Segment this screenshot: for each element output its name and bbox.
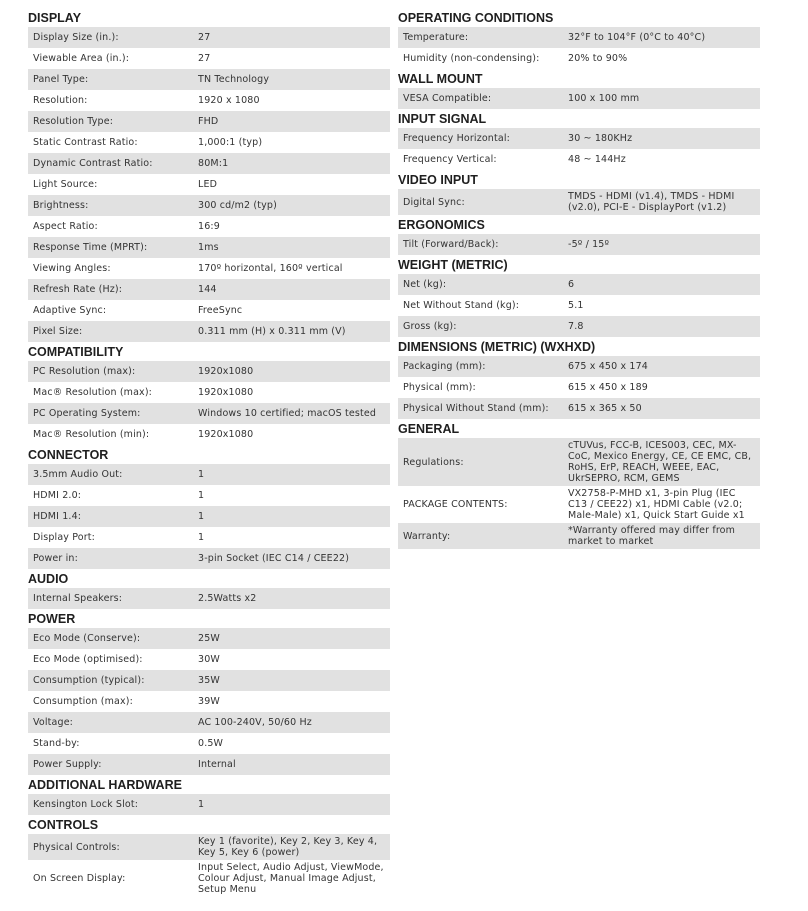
spec-label: Physical Controls:: [33, 841, 120, 853]
spec-value: 7.8: [568, 321, 584, 332]
spec-value: 1: [198, 511, 205, 522]
spec-value: 1: [198, 799, 205, 810]
spec-row: [398, 377, 760, 398]
spec-value: 1920x1080: [198, 366, 254, 377]
spec-section-compatibility: [28, 342, 390, 445]
spec-label: PC Resolution (max):: [33, 366, 136, 377]
spec-row: [398, 189, 760, 215]
spec-label: Viewable Area (in.):: [33, 53, 130, 64]
spec-section-ergonomics: [398, 215, 760, 255]
spec-label: Resolution:: [33, 95, 88, 106]
spec-label: Humidity (non-condensing):: [403, 53, 540, 64]
spec-label: Regulations:: [403, 456, 464, 468]
spec-value: 1920x1080: [198, 429, 254, 440]
spec-label: HDMI 1.4:: [33, 511, 82, 522]
spec-label: Brightness:: [33, 200, 89, 211]
spec-row: [28, 111, 390, 132]
spec-label: Pixel Size:: [33, 326, 83, 337]
spec-label: Mac® Resolution (max):: [33, 387, 153, 398]
spec-value: TN Technology: [198, 74, 270, 85]
spec-section-general: [398, 419, 760, 549]
spec-label: Response Time (MPRT):: [33, 242, 148, 253]
spec-row: [28, 834, 390, 860]
spec-row: [398, 48, 760, 69]
section-title: DIMENSIONS (METRIC) (WXHXD): [398, 340, 596, 354]
spec-value: Key 1 (favorite), Key 2, Key 3, Key 4, Key 5, Key 6 (power): [198, 836, 378, 858]
spec-value: 1920x1080: [198, 387, 254, 398]
section-title: POWER: [28, 612, 76, 626]
spec-row: [28, 361, 390, 382]
spec-label: Warranty:: [403, 530, 451, 542]
spec-label: Physical (mm):: [403, 382, 476, 393]
spec-label: VESA Compatible:: [403, 93, 492, 104]
spec-row: [28, 464, 390, 485]
spec-row: [28, 174, 390, 195]
spec-label: Viewing Angles:: [33, 263, 111, 274]
spec-row: [398, 398, 760, 419]
spec-value: TMDS - HDMI (v1.4), TMDS - HDMI (v2.0), PCI-E - DisplayPort (v1.2): [568, 191, 735, 213]
spec-row: [28, 506, 390, 527]
spec-value: Windows 10 certified; macOS tested: [198, 408, 376, 419]
spec-label: Kensington Lock Slot:: [33, 799, 139, 810]
spec-label: Aspect Ratio:: [33, 221, 98, 232]
spec-row: [28, 153, 390, 174]
spec-row: [28, 670, 390, 691]
spec-label: PACKAGE CONTENTS:: [403, 499, 508, 510]
spec-value: -5º / 15º: [568, 239, 610, 250]
spec-label: Internal Speakers:: [33, 593, 123, 604]
spec-row: [28, 132, 390, 153]
spec-row: [28, 527, 390, 548]
spec-value: 32°F to 104°F (0°C to 40°C): [568, 32, 706, 43]
spec-row: [28, 712, 390, 733]
spec-label: PC Operating System:: [33, 408, 141, 419]
spec-section-dimensions-metric-wxhxd: [398, 337, 760, 419]
right-spec-column: [398, 8, 760, 549]
spec-value: 615 x 450 x 189: [568, 382, 648, 393]
spec-value: 170º horizontal, 160º vertical: [198, 263, 343, 274]
spec-value: 48 ~ 144Hz: [568, 154, 626, 165]
section-title: ERGONOMICS: [398, 218, 485, 232]
spec-row: [28, 90, 390, 111]
spec-label: Panel Type:: [33, 74, 89, 85]
spec-row: [28, 548, 390, 569]
section-title: AUDIO: [28, 572, 69, 586]
spec-label: Temperature:: [403, 32, 469, 43]
spec-row: [398, 438, 760, 486]
spec-row: [398, 128, 760, 149]
spec-label: Power in:: [33, 553, 78, 564]
spec-value: 27: [198, 32, 211, 43]
spec-section-power: [28, 609, 390, 775]
spec-value: 6: [568, 279, 575, 290]
spec-value: VX2758-P-MHD x1, 3-pin Plug (IEC C13 / CEE22) x1, HDMI Cable (v2.0; Male-Male) x1, Quick Start Guide x1: [568, 488, 745, 521]
spec-row: [28, 628, 390, 649]
spec-label: Frequency Vertical:: [403, 154, 497, 165]
spec-value: 30W: [198, 654, 220, 665]
spec-row: [398, 234, 760, 255]
spec-label: Packaging (mm):: [403, 361, 486, 372]
spec-label: Display Port:: [33, 532, 96, 543]
spec-label: Net Without Stand (kg):: [403, 300, 520, 311]
spec-value: 100 x 100 mm: [568, 93, 640, 104]
spec-value: 1920 x 1080: [198, 95, 260, 106]
spec-section-video-input: [398, 170, 760, 215]
spec-value: cTUVus, FCC-B, ICES003, CEC, MX-CoC, Mexico Energy, CE, CE EMC, CB, RoHS, ErP, REACH, WEEE, EAC, UkrSEPRO, RCM, GEMS: [568, 440, 752, 484]
spec-row: [28, 794, 390, 815]
spec-section-weight-metric: [398, 255, 760, 337]
spec-label: Consumption (max):: [33, 696, 133, 707]
spec-label: Light Source:: [33, 179, 98, 190]
spec-label: Eco Mode (Conserve):: [33, 633, 141, 644]
spec-value: 20% to 90%: [568, 53, 628, 64]
section-title: CONTROLS: [28, 818, 99, 832]
spec-row: [28, 300, 390, 321]
section-title: CONNECTOR: [28, 448, 109, 462]
spec-label: Voltage:: [33, 717, 74, 728]
spec-value: FHD: [198, 116, 219, 127]
spec-value: 39W: [198, 696, 220, 707]
spec-value: 1,000:1 (typ): [198, 137, 263, 148]
spec-value: 3-pin Socket (IEC C14 / CEE22): [198, 553, 350, 564]
spec-value: 300 cd/m2 (typ): [198, 200, 277, 211]
spec-label: Resolution Type:: [33, 116, 114, 127]
spec-value: 1: [198, 469, 205, 480]
spec-value: AC 100-240V, 50/60 Hz: [198, 717, 312, 728]
spec-value: 80M:1: [198, 158, 229, 169]
spec-value: 615 x 365 x 50: [568, 403, 642, 414]
spec-row: [28, 321, 390, 342]
spec-value: 1: [198, 490, 205, 501]
spec-label: Gross (kg):: [403, 321, 457, 332]
spec-label: Display Size (in.):: [33, 32, 119, 43]
spec-section-connector: [28, 445, 390, 569]
spec-row: [398, 486, 760, 523]
spec-row: [28, 588, 390, 609]
spec-label: Stand-by:: [33, 738, 80, 749]
section-title: INPUT SIGNAL: [398, 112, 487, 126]
spec-row: [28, 691, 390, 712]
spec-row: [28, 237, 390, 258]
spec-label: On Screen Display:: [33, 873, 126, 884]
spec-label: Dynamic Contrast Ratio:: [33, 158, 153, 169]
spec-value: Internal: [198, 759, 236, 770]
spec-section-controls: [28, 815, 390, 897]
spec-row: [28, 69, 390, 90]
spec-row: [28, 382, 390, 403]
spec-value: Input Select, Audio Adjust, ViewMode, Colour Adjust, Manual Image Adjust, Setup Menu: [198, 862, 384, 895]
spec-section-additional-hardware: [28, 775, 390, 815]
spec-row: [28, 733, 390, 754]
spec-label: Eco Mode (optimised):: [33, 654, 143, 665]
spec-value: 0.5W: [198, 738, 224, 749]
section-title: DISPLAY: [28, 11, 82, 25]
spec-label: 3.5mm Audio Out:: [33, 469, 123, 480]
spec-value: LED: [198, 179, 218, 190]
spec-value: 30 ~ 180KHz: [568, 133, 633, 144]
spec-value: 144: [198, 284, 217, 295]
spec-label: Frequency Horizontal:: [403, 133, 510, 144]
spec-value: 1: [198, 532, 205, 543]
spec-value: 16:9: [198, 221, 220, 232]
spec-label: HDMI 2.0:: [33, 490, 82, 501]
section-title: GENERAL: [398, 422, 460, 436]
spec-label: Physical Without Stand (mm):: [403, 403, 549, 414]
spec-row: [398, 27, 760, 48]
spec-label: Static Contrast Ratio:: [33, 137, 138, 148]
spec-label: Power Supply:: [33, 759, 102, 770]
spec-row: [398, 356, 760, 377]
spec-section-audio: [28, 569, 390, 609]
spec-value: 35W: [198, 675, 220, 686]
spec-row: [28, 860, 390, 897]
spec-row: [28, 195, 390, 216]
left-spec-column: [28, 8, 390, 897]
spec-value: 0.311 mm (H) x 0.311 mm (V): [198, 326, 346, 337]
spec-row: [28, 424, 390, 445]
spec-label: Tilt (Forward/Back):: [403, 239, 499, 250]
spec-row: [28, 754, 390, 775]
spec-label: Net (kg):: [403, 279, 447, 290]
spec-label: Mac® Resolution (min):: [33, 429, 150, 440]
spec-row: [28, 48, 390, 69]
spec-value: 1ms: [198, 242, 219, 253]
spec-value: 5.1: [568, 300, 584, 311]
spec-value: 2.5Watts x2: [198, 593, 257, 604]
spec-row: [28, 27, 390, 48]
spec-row: [398, 316, 760, 337]
spec-row: [398, 523, 760, 549]
spec-row: [28, 403, 390, 424]
spec-row: [28, 258, 390, 279]
section-title: ADDITIONAL HARDWARE: [28, 778, 182, 792]
spec-value: 675 x 450 x 174: [568, 361, 648, 372]
section-title: VIDEO INPUT: [398, 173, 478, 187]
spec-label: Refresh Rate (Hz):: [33, 284, 123, 295]
spec-value: 27: [198, 53, 211, 64]
spec-label: Adaptive Sync:: [33, 305, 107, 316]
spec-value: FreeSync: [198, 305, 243, 316]
spec-section-operating-conditions: [398, 8, 760, 69]
spec-row: [28, 279, 390, 300]
spec-row: [28, 485, 390, 506]
spec-section-display: [28, 8, 390, 342]
spec-label: Digital Sync:: [403, 196, 465, 208]
spec-section-wall-mount: [398, 69, 760, 109]
section-title: COMPATIBILITY: [28, 345, 124, 359]
spec-value: 25W: [198, 633, 220, 644]
section-title: OPERATING CONDITIONS: [398, 11, 554, 25]
section-title: WEIGHT (METRIC): [398, 258, 508, 272]
spec-label: Consumption (typical):: [33, 675, 145, 686]
spec-row: [398, 295, 760, 316]
spec-row: [398, 149, 760, 170]
spec-row: [28, 216, 390, 237]
spec-section-input-signal: [398, 109, 760, 170]
spec-row: [28, 649, 390, 670]
spec-value: *Warranty offered may differ from market to market: [568, 525, 736, 547]
spec-row: [398, 88, 760, 109]
spec-row: [398, 274, 760, 295]
section-title: WALL MOUNT: [398, 72, 483, 86]
